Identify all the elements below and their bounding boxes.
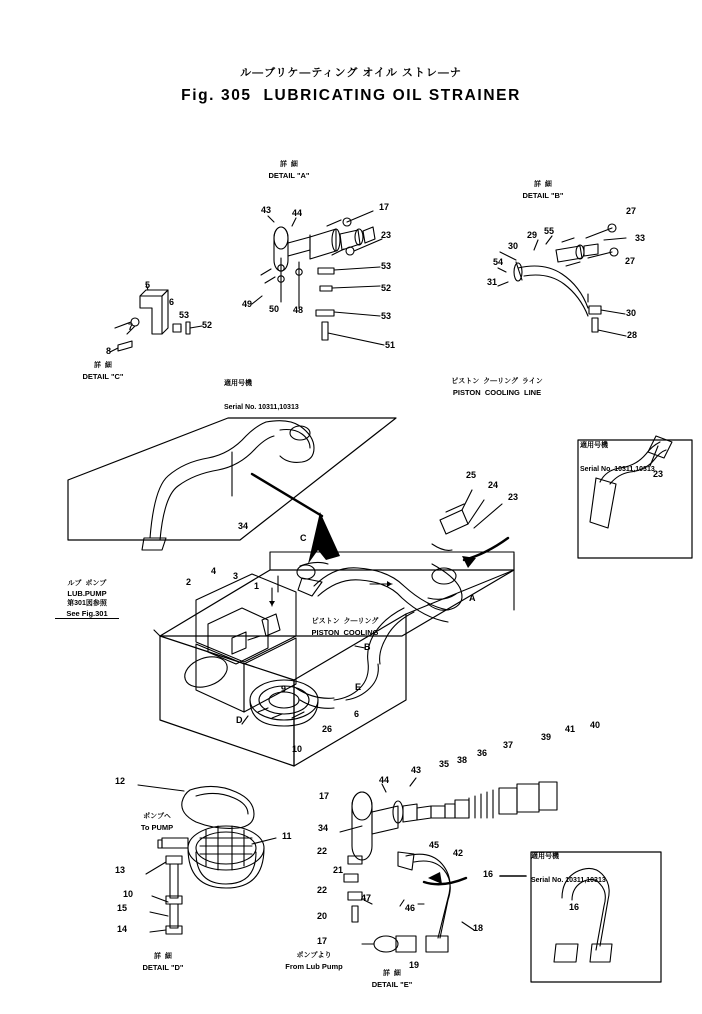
callout-23-main: 23 [508, 492, 519, 502]
callout-17-e2: 17 [317, 936, 328, 946]
serial-note-right-upper-en: Serial No. 10311,10313 [580, 466, 655, 474]
callout-53-c: 53 [179, 310, 190, 320]
callout-52-a: 52 [381, 283, 392, 293]
caption-lub-pump-jp: ルブ ポンプ [67, 580, 107, 587]
callout-37-e: 37 [503, 740, 514, 750]
serial-note-right-upper-jp: 適用号機 [580, 442, 608, 450]
callout-20-e: 20 [317, 911, 328, 921]
serial-note-right-lower [531, 837, 606, 901]
callout-26-main: 26 [322, 724, 333, 734]
callout-6-c: 6 [169, 297, 175, 307]
callout-34-main: 34 [238, 521, 249, 531]
caption-detail-b-jp: 詳 細 [534, 181, 552, 188]
callout-53-a2: 53 [381, 311, 392, 321]
callout-36-e: 36 [477, 748, 488, 758]
callout-51-a: 51 [385, 340, 396, 350]
section-mark-c: C [300, 533, 307, 543]
callout-47-e: 47 [361, 893, 372, 903]
callout-27-b1: 27 [626, 206, 637, 216]
section-mark-a: A [469, 593, 476, 603]
callout-5-c: 5 [145, 280, 151, 290]
caption-piston-cooling-line-jp: ピストン ク―リング ライン [451, 378, 543, 385]
callout-39-e: 39 [541, 732, 552, 742]
callout-16-inset: 16 [569, 902, 580, 912]
callout-22-e1: 22 [317, 846, 328, 856]
serial-note-top-left [224, 364, 299, 428]
callout-18-e: 18 [473, 923, 484, 933]
caption-see-fig-301-jp: 第301図参照 [67, 600, 107, 607]
callout-4-main: 4 [211, 566, 217, 576]
serial-note-right-lower-en: Serial No. 10311,10313 [531, 877, 606, 885]
serial-note-right-upper [580, 426, 655, 490]
caption-detail-e-jp: 詳 細 [383, 970, 401, 977]
caption-detail-a: DETAIL "A" [268, 171, 310, 180]
callout-10-main: 10 [292, 744, 303, 754]
callout-6-main: 6 [354, 709, 360, 719]
callout-38-e: 38 [457, 755, 468, 765]
callout-17-a: 17 [379, 202, 390, 212]
section-mark-b: B [364, 642, 371, 652]
caption-detail-d: DETAIL "D" [142, 963, 184, 972]
callout-46-e: 46 [405, 903, 416, 913]
callout-28-b: 28 [627, 330, 638, 340]
caption-detail-d-jp: 詳 細 [154, 953, 172, 960]
callout-16-e: 16 [483, 869, 494, 879]
figure-title-english: Fig. 305 LUBRICATING OIL STRAINER [181, 87, 521, 104]
callout-50-a: 50 [269, 304, 280, 314]
caption-to-pump: To PUMP [140, 823, 174, 832]
callout-43-e: 43 [411, 765, 422, 775]
callout-45-e: 45 [429, 840, 440, 850]
callout-17-e1: 17 [319, 791, 330, 801]
callout-24-main: 24 [488, 480, 499, 490]
callout-42-e: 42 [453, 848, 464, 858]
callout-33-b: 33 [635, 233, 646, 243]
serial-note-right-lower-jp: 適用号機 [531, 853, 559, 861]
caption-piston-cooling-jp: ピストン ク―リング [311, 618, 379, 625]
callout-1-main: 1 [254, 581, 260, 591]
caption-detail-c: DETAIL "C" [82, 372, 124, 381]
caption-lub-pump: LUB.PUMP [67, 589, 107, 598]
callout-22-e2: 22 [317, 885, 328, 895]
callout-2-main: 2 [186, 577, 192, 587]
callout-30-b2: 30 [626, 308, 637, 318]
section-mark-e: E [355, 682, 362, 692]
callout-15-d: 15 [117, 903, 128, 913]
callout-44-a: 44 [292, 208, 303, 218]
callout-25-main: 25 [466, 470, 477, 480]
callout-23-inset: 23 [653, 469, 664, 479]
callout-52-c: 52 [202, 320, 213, 330]
callout-30-b: 30 [508, 241, 519, 251]
callout-40-e: 40 [590, 720, 601, 730]
caption-to-pump-jp: ポンプヘ [143, 813, 171, 820]
caption-detail-c-jp: 詳 細 [94, 362, 112, 369]
caption-piston-cooling-line: PISTON COOLING LINE [452, 388, 542, 397]
serial-note-top-left-en: Serial No. 10311,10313 [224, 404, 299, 412]
caption-from-lub-pump: From Lub Pump [285, 962, 343, 971]
serial-note-top-left-jp: 適用号機 [224, 380, 252, 388]
callout-9-main: 9 [281, 684, 287, 694]
callout-29-b: 29 [527, 230, 538, 240]
callout-43-a: 43 [261, 205, 272, 215]
callout-49-a: 49 [242, 299, 253, 309]
callout-44-e: 44 [379, 775, 390, 785]
callout-23-a: 23 [381, 230, 392, 240]
callout-53-a1: 53 [381, 261, 392, 271]
figure-title-japanese: ル―ブリケ―ティング オイル ストレ―ナ [240, 67, 462, 79]
callout-31-b: 31 [487, 277, 498, 287]
callout-41-e: 41 [565, 724, 576, 734]
caption-detail-b: DETAIL "B" [522, 191, 564, 200]
callout-13-d: 13 [115, 865, 126, 875]
callout-7-c: 7 [128, 322, 134, 332]
callout-19-e: 19 [409, 960, 420, 970]
callout-11-d: 11 [282, 831, 292, 841]
callout-35-e: 35 [439, 759, 450, 769]
callout-3-main: 3 [233, 571, 239, 581]
callout-12-d: 12 [115, 776, 126, 786]
caption-from-lub-pump-jp: ポンプより [296, 952, 332, 959]
callout-27-b2: 27 [625, 256, 636, 266]
caption-see-fig-301: See Fig.301 [55, 610, 119, 619]
caption-detail-e: DETAIL "E" [371, 980, 413, 989]
callout-48-a: 48 [293, 305, 304, 315]
callout-54-b: 54 [493, 257, 504, 267]
callout-8-c: 8 [106, 346, 112, 356]
callout-55-b: 55 [544, 226, 555, 236]
callout-34-e: 34 [318, 823, 329, 833]
caption-detail-a-jp: 詳 細 [280, 161, 298, 168]
caption-piston-cooling: PISTON COOLING [311, 628, 379, 637]
callout-14-d: 14 [117, 924, 128, 934]
callout-10-d: 10 [123, 889, 134, 899]
section-mark-d: D [236, 715, 243, 725]
callout-21-e: 21 [333, 865, 344, 875]
